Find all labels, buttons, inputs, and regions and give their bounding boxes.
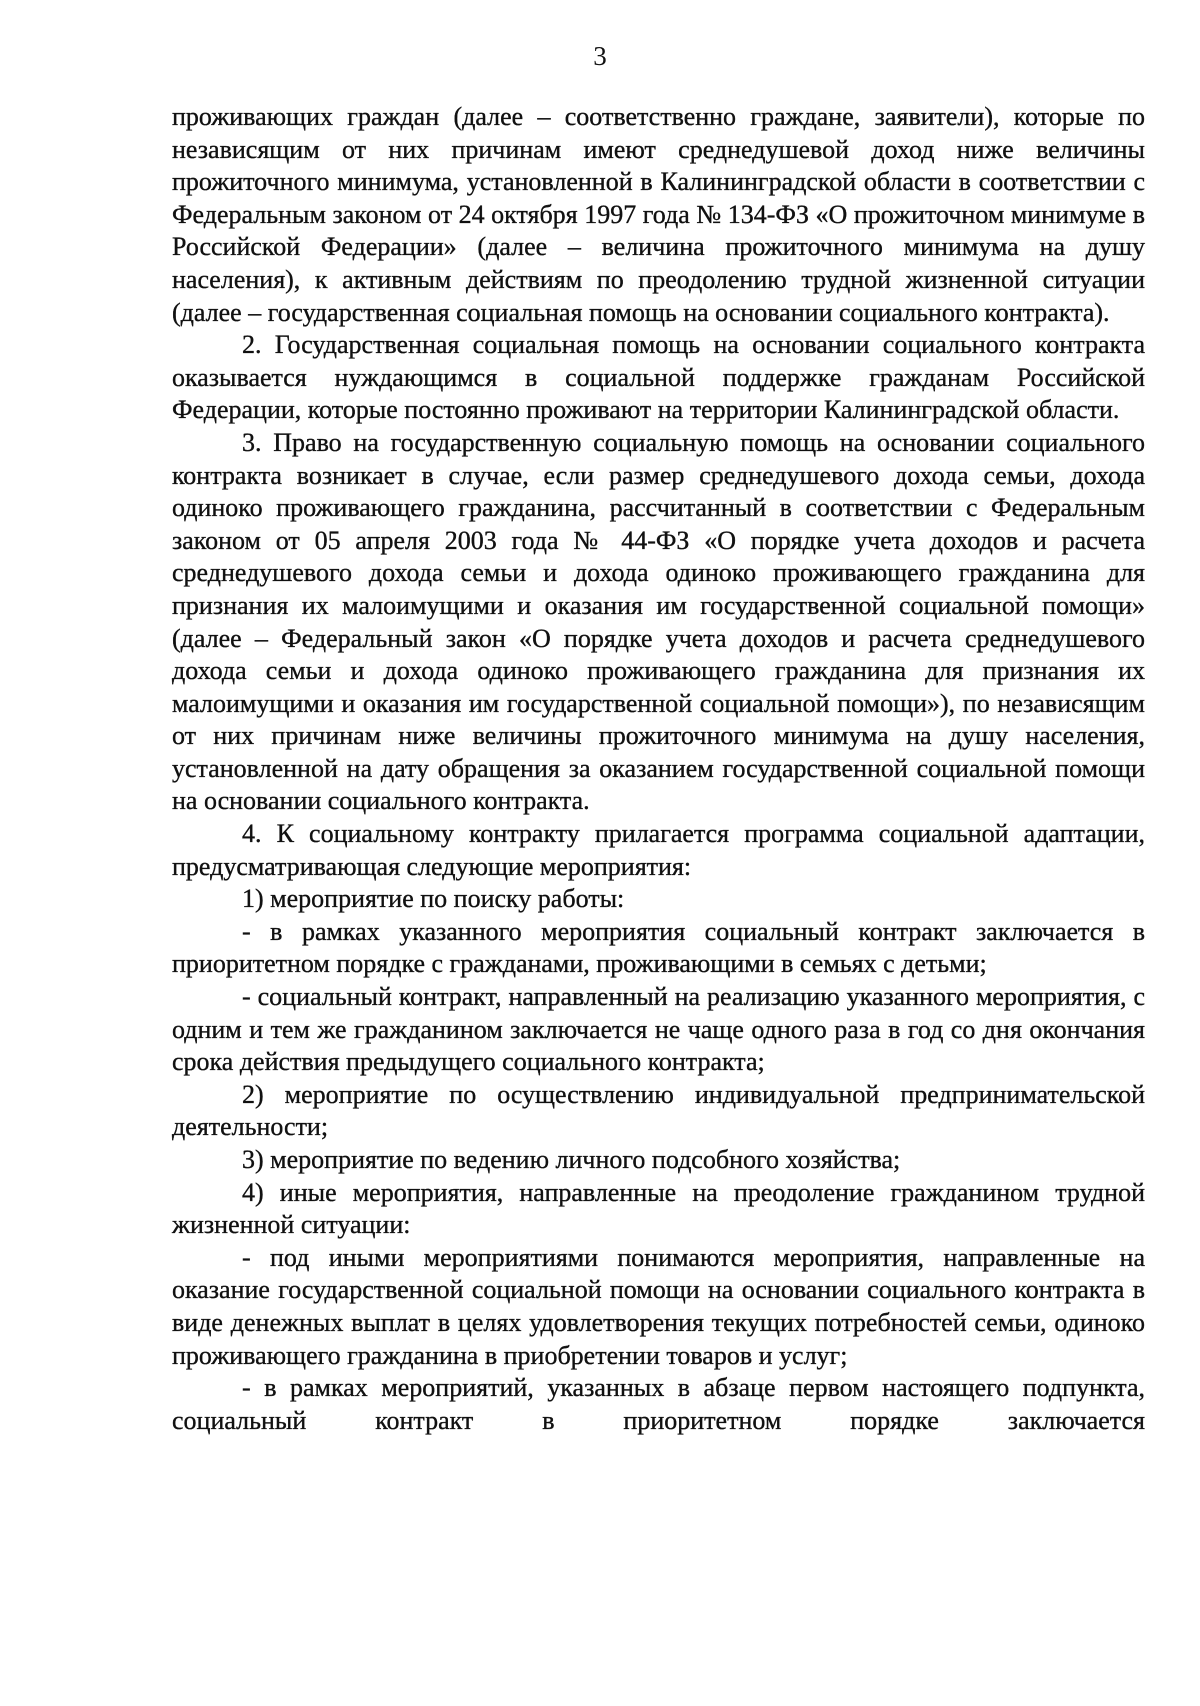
document-body bbox=[172, 101, 1145, 1437]
subitem-4-bullet-priority: - в рамках мероприятий, указанных в абзаце первом настоящего подпункта, социальный контракт в приоритетном порядке заключается bbox=[172, 1373, 1145, 1435]
paragraph-continuation: проживающих граждан (далее – соответственно граждане, заявители), которые по независящим от них причинам имеют среднедушевой доход ниже величины прожиточного минимума, установленной в Калининградской области в соответствии с Федеральным законом от 24 октября 1997 года № 134-ФЗ «О прожиточном минимуме в Российской Федерации» (далее – величина прожиточного минимума на душу населения), к активным действиям по преодолению трудной жизненной ситуации (далее – государственная социальная помощь на основании социального контракта). bbox=[172, 102, 1145, 327]
paragraph-item-3: 3. Право на государственную социальную помощь на основании социального контракта возникает в случае, если размер среднедушевого дохода семьи, дохода одиноко проживающего гражданина, рассчитанный в соответствии с Федеральным законом от 05 апреля 2003 года № 44-ФЗ «О порядке учета доходов и расчета среднедушевого дохода семьи и дохода одиноко проживающего гражданина для признания их малоимущими и оказания им государственной социальной помощи» (далее – Федеральный закон «О порядке учета доходов и расчета среднедушевого дохода семьи и дохода одиноко проживающего гражданина для признания их малоимущими и оказания им государственной социальной помощи»), по независящим от них причинам ниже величины прожиточного минимума на душу населения, установленной на дату обращения за оказанием государственной социальной помощи на основании социального контракта. bbox=[172, 427, 1145, 816]
subitem-4-other-measures: 4) иные мероприятия, направленные на преодоление гражданином трудной жизненной ситуации: bbox=[172, 1177, 1145, 1240]
page-number: 3 bbox=[593, 41, 607, 71]
subitem-2-entrepreneurship: 2) мероприятие по осуществлению индивидуальной предпринимательской деятельности; bbox=[172, 1079, 1145, 1142]
subitem-1-job-search: 1) мероприятие по поиску работы: bbox=[242, 884, 625, 914]
paragraph-item-4: 4. К социальному контракту прилагается программа социальной адаптации, предусматривающая следующие мероприятия: bbox=[172, 819, 1145, 881]
subitem-1-bullet-frequency: - социальный контракт, направленный на реализацию указанного мероприятия, с одним и тем же гражданином заключается не чаще одного раза в год со дня окончания срока действия предыдущего социального контракта; bbox=[172, 982, 1145, 1077]
paragraph-item-2: 2. Государственная социальная помощь на основании социального контракта оказывается нуждающимся в социальной поддержке гражданам Российской Федерации, которые постоянно проживают на территории Калининградской области. bbox=[172, 330, 1145, 425]
subitem-4-bullet-definition: - под иными мероприятиями понимаются мероприятия, направленные на оказание государственной социальной помощи на основании социального контракта в виде денежных выплат в целях удовлетворения текущих потребностей семьи, одиноко проживающего гражданина в приобретении товаров и услуг; bbox=[172, 1242, 1145, 1370]
subitem-3-household: 3) мероприятие по ведению личного подсобного хозяйства; bbox=[242, 1145, 901, 1174]
subitem-1-bullet-priority: - в рамках указанного мероприятия социальный контракт заключается в приоритетном порядке с гражданами, проживающими в семьях с детьми; bbox=[172, 916, 1145, 979]
